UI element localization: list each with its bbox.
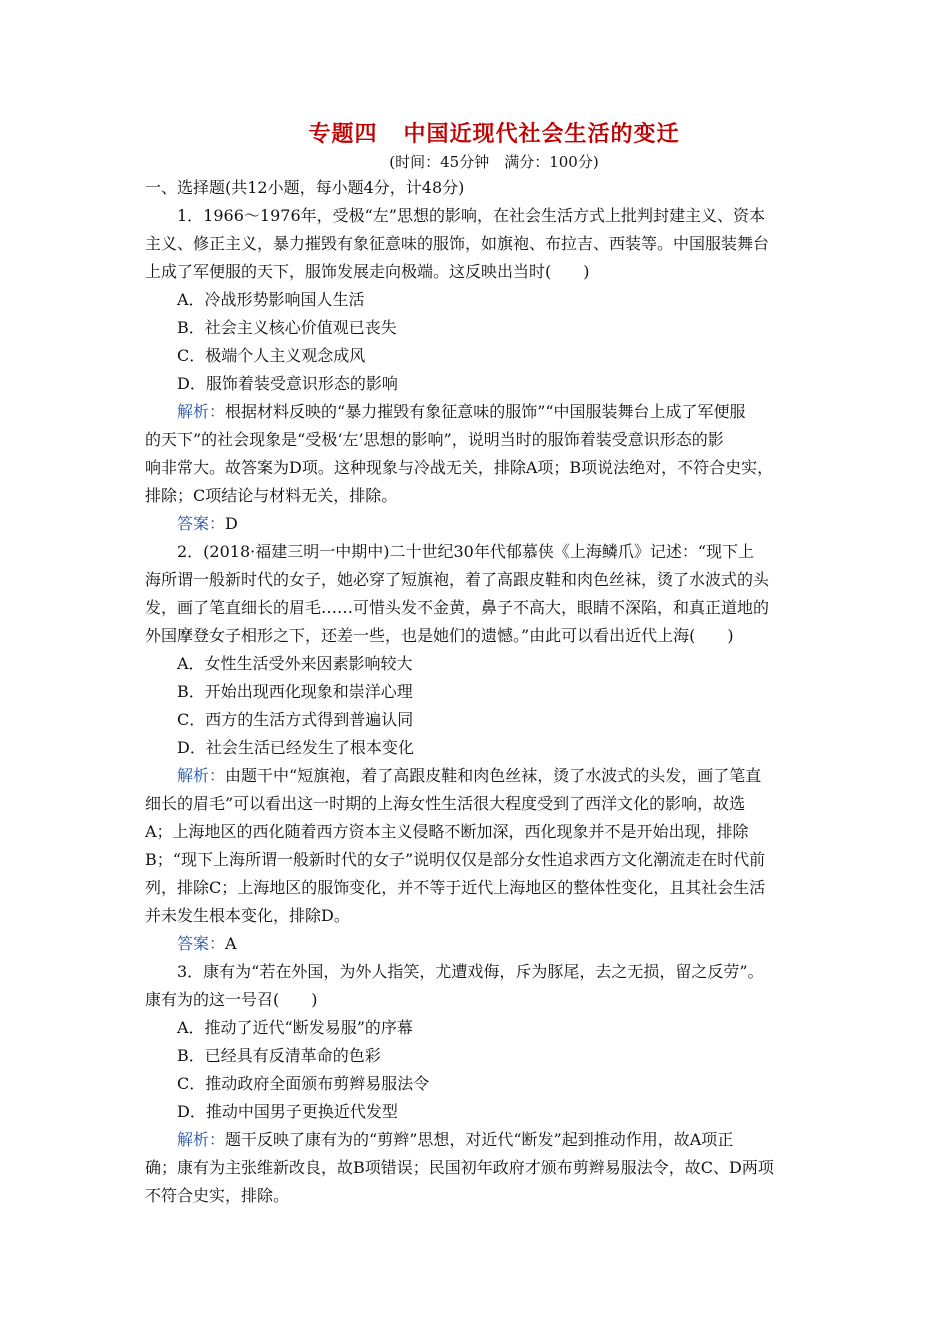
question-stem-line: 发，画了笔直细长的眉毛……可惜头发不金黄，鼻子不高大，眼睛不深陷，和真正道地的	[145, 598, 770, 617]
answer-value: A	[225, 934, 237, 953]
analysis-label: 解析：	[177, 1130, 226, 1149]
option-d: D．服饰着装受意识形态的影响	[177, 374, 398, 393]
answer-line	[145, 930, 813, 958]
question-1	[145, 202, 813, 538]
question-3	[145, 958, 813, 1210]
question-2	[145, 538, 813, 958]
option-a: A．推动了近代“断发易服”的序幕	[177, 1018, 413, 1037]
option-b: B．社会主义核心价值观已丧失	[177, 318, 397, 337]
question-stem-line: 上成了军便服的天下，服饰发展走向极端。这反映出当时( )	[145, 262, 590, 281]
page-title	[175, 118, 813, 150]
analysis-line: 排除；C项结论与材料无关，排除。	[145, 486, 398, 505]
analysis-line	[145, 762, 813, 790]
answer-label: 答案：	[177, 514, 226, 533]
answer-label: 答案：	[177, 934, 226, 953]
question-stem-line: 外国摩登女子相形之下，还差一些，也是她们的遗憾。”由此可以看出近代上海( )	[145, 626, 734, 645]
title-name: 中国近现代社会生活的变迁	[403, 121, 680, 147]
option-b: B．开始出现西化现象和崇洋心理	[177, 682, 413, 701]
option-d: D．推动中国男子更换近代发型	[177, 1102, 398, 1121]
analysis-line	[145, 1126, 813, 1154]
question-stem-line: 主义、修正主义，暴力摧毁有象征意味的服饰，如旗袍、布拉吉、西装等。中国服装舞台	[145, 234, 770, 253]
exam-info: (时间：45分钟 满分：100分)	[389, 153, 599, 171]
option-c: C．推动政府全面颁布剪辫易服法令	[177, 1074, 430, 1093]
analysis-line: 响非常大。故答案为D项。这种现象与冷战无关，排除A项；B项说法绝对，不符合史实，	[145, 458, 774, 477]
option-b: B．已经具有反清革命的色彩	[177, 1046, 381, 1065]
question-stem-line: 海所谓一般新时代的女子，她必穿了短旗袍，着了高跟皮鞋和肉色丝袜，烫了水波式的头	[145, 570, 770, 589]
option-a: A．冷战形势影响国人生活	[177, 290, 365, 309]
title-topic: 专题四	[308, 121, 378, 147]
analysis-line: 确；康有为主张维新改良，故B项错误；民国初年政府才颁布剪辫易服法令，故C、D两项	[145, 1158, 774, 1177]
analysis-line: A；上海地区的西化随着西方资本主义侵略不断加深，西化现象并不是开始出现，排除	[145, 822, 749, 841]
analysis-line: 的天下”的社会现象是“受极‘左’思想的影响”，说明当时的服饰着装受意识形态的影	[145, 430, 724, 449]
question-stem-line: 1．1966～1976年，受极“左”思想的影响，在社会生活方式上批判封建主义、资本	[177, 206, 765, 225]
analysis-line: B；“现下上海所谓一般新时代的女子”说明仅仅是部分女性追求西方文化潮流走在时代前	[145, 850, 766, 869]
option-d: D．社会生活已经发生了根本变化	[177, 738, 414, 757]
answer-value: D	[225, 514, 238, 533]
question-stem-line: 3．康有为“若在外国，为外人指笑，尤遭戏侮，斥为豚尾，去之无损，留之反劳”。	[177, 962, 764, 981]
analysis-text: 根据材料反映的“暴力摧毁有象征意味的服饰”“中国服装舞台上成了军便服	[225, 402, 746, 421]
option-c: C．西方的生活方式得到普遍认同	[177, 710, 414, 729]
analysis-label: 解析：	[177, 402, 226, 421]
question-stem-line: 康有为的这一号召( )	[145, 990, 318, 1009]
analysis-text: 题干反映了康有为的“剪辫”思想，对近代“断发”起到推动作用，故A项正	[225, 1130, 734, 1149]
document-content	[145, 118, 813, 1210]
answer-line	[145, 510, 813, 538]
analysis-label: 解析：	[177, 766, 226, 785]
analysis-line: 列，排除C；上海地区的服饰变化，并不等于近代上海地区的整体性变化，且其社会生活	[145, 878, 766, 897]
option-c: C．极端个人主义观念成风	[177, 346, 366, 365]
analysis-text: 由题干中“短旗袍，着了高跟皮鞋和肉色丝袜，烫了水波式的头发，画了笔直	[225, 766, 762, 785]
option-a: A．女性生活受外来因素影响较大	[177, 654, 413, 673]
analysis-line: 并未发生根本变化，排除D。	[145, 906, 350, 925]
analysis-line	[145, 398, 813, 426]
analysis-line: 不符合史实，排除。	[145, 1186, 290, 1205]
question-stem-line: 2．(2018·福建三明一中期中)二十世纪30年代郁慕侠《上海鳞爪》记述：“现下上	[177, 542, 755, 561]
section-heading: 一、选择题(共12小题，每小题4分，计48分)	[145, 178, 465, 197]
analysis-line: 细长的眉毛”可以看出这一时期的上海女性生活很大程度受到了西洋文化的影响，故选	[145, 794, 746, 813]
